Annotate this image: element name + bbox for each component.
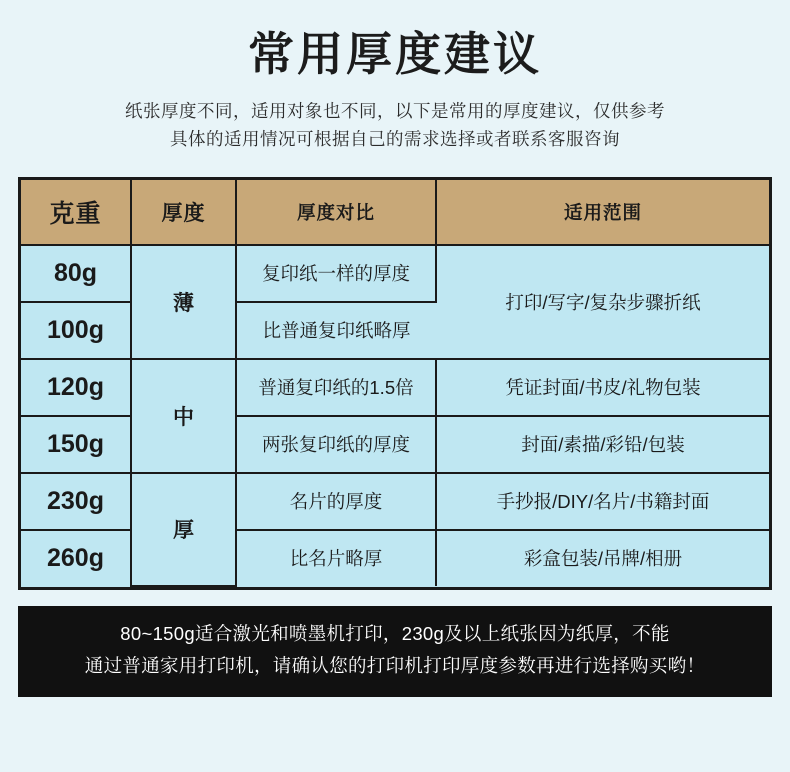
column-header-gsm: 克重 bbox=[21, 180, 131, 245]
cell-usage: 凭证封面/书皮/礼物包装 bbox=[436, 359, 769, 416]
cell-thickness: 厚 bbox=[131, 473, 236, 586]
subtitle-line-2: 具体的适用情况可根据自己的需求选择或者联系客服咨询 bbox=[170, 128, 620, 149]
footer-note bbox=[18, 606, 772, 697]
cell-usage: 打印/写字/复杂步骤折纸 bbox=[436, 245, 769, 359]
thickness-table bbox=[21, 180, 769, 587]
cell-gsm: 120g bbox=[21, 359, 131, 416]
cell-gsm: 100g bbox=[21, 302, 131, 359]
table-body bbox=[21, 245, 769, 586]
cell-comparison: 普通复印纸的1.5倍 bbox=[236, 359, 436, 416]
table-row bbox=[21, 245, 769, 302]
cell-comparison: 名片的厚度 bbox=[236, 473, 436, 530]
cell-gsm: 80g bbox=[21, 245, 131, 302]
page-title: 常用厚度建议 bbox=[248, 28, 542, 80]
cell-gsm: 150g bbox=[21, 416, 131, 473]
cell-usage: 手抄报/DIY/名片/书籍封面 bbox=[436, 473, 769, 530]
column-header-comparison: 厚度对比 bbox=[236, 180, 436, 245]
page-subtitle bbox=[0, 97, 790, 153]
table-row bbox=[21, 359, 769, 416]
column-header-usage: 适用范围 bbox=[436, 180, 769, 245]
cell-comparison: 比名片略厚 bbox=[236, 530, 436, 586]
cell-usage: 封面/素描/彩铅/包装 bbox=[436, 416, 769, 473]
cell-thickness: 薄 bbox=[131, 245, 236, 359]
cell-comparison: 比普通复印纸略厚 bbox=[236, 302, 436, 359]
footer-line-2: 通过普通家用打印机，请确认您的打印机打印厚度参数再进行选择购买哟！ bbox=[84, 655, 706, 677]
subtitle-line-1: 纸张厚度不同，适用对象也不同，以下是常用的厚度建议，仅供参考 bbox=[125, 100, 665, 121]
thickness-table-container bbox=[18, 177, 772, 590]
table-row bbox=[21, 473, 769, 530]
cell-thickness: 中 bbox=[131, 359, 236, 473]
table-header bbox=[21, 180, 769, 245]
cell-comparison: 复印纸一样的厚度 bbox=[236, 245, 436, 302]
cell-gsm: 260g bbox=[21, 530, 131, 586]
cell-comparison: 两张复印纸的厚度 bbox=[236, 416, 436, 473]
cell-gsm: 230g bbox=[21, 473, 131, 530]
table-header-row bbox=[21, 180, 769, 245]
footer-line-1: 80~150g适合激光和喷墨机打印，230g及以上纸张因为纸厚，不能 bbox=[120, 622, 670, 644]
cell-usage: 彩盒包装/吊牌/相册 bbox=[436, 530, 769, 586]
column-header-thickness: 厚度 bbox=[131, 180, 236, 245]
